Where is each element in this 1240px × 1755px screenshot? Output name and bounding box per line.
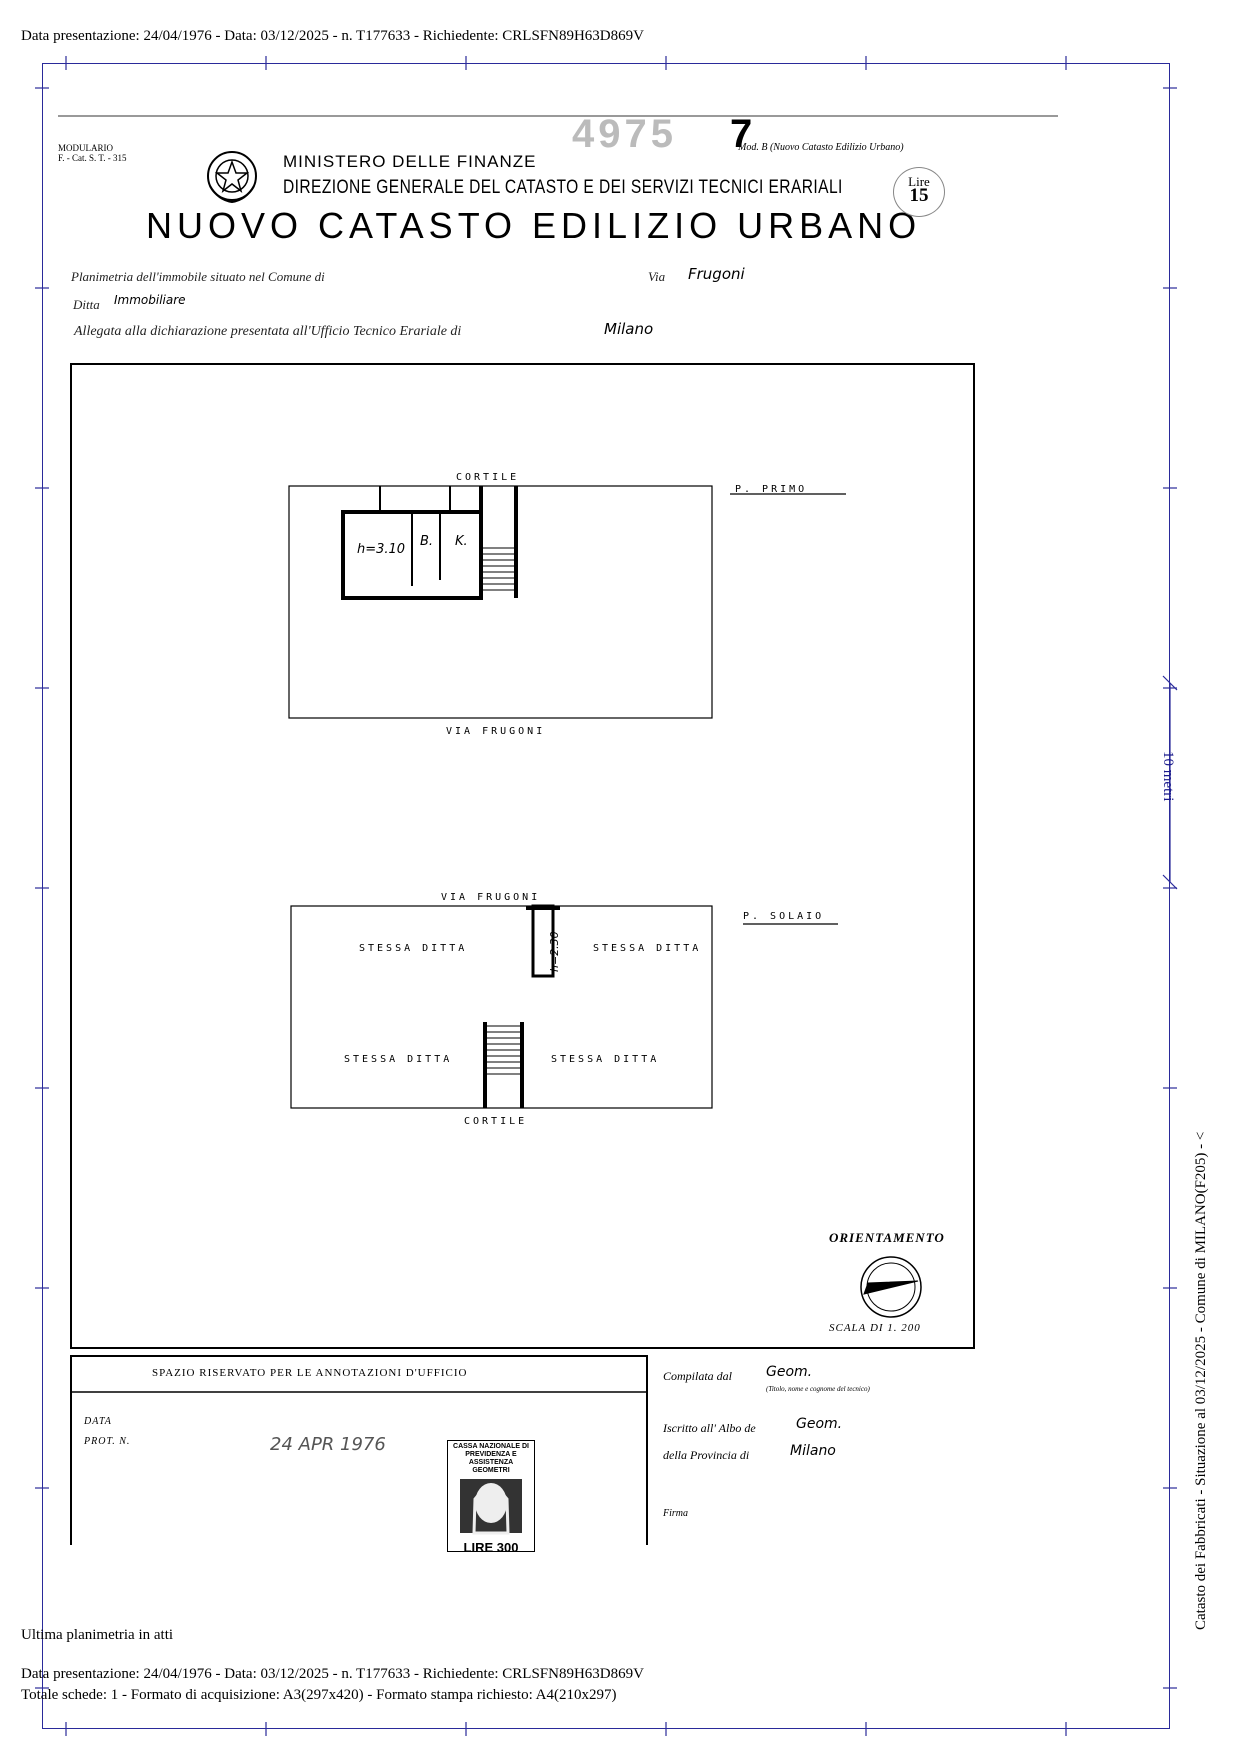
orientamento-label: ORIENTAMENTO (829, 1230, 945, 1245)
lire-value: 15 (909, 185, 929, 206)
via-frugoni-label-1: VIA FRUGONI (446, 726, 546, 737)
annotations-title: SPAZIO RISERVATO PER LE ANNOTAZIONI D'UFFICIO (152, 1367, 468, 1379)
direzione-title: DIREZIONE GENERALE DEL CATASTO E DEI SERVIZI TECNICI ERARIALI (283, 177, 843, 198)
revenue-stamp (447, 1440, 535, 1555)
compilata-note: (Titolo, nome e cognome del tecnico) (766, 1385, 870, 1393)
nuovo-catasto-title: NUOVO CATASTO EDILIZIO URBANO (146, 205, 922, 246)
document-number-last: 7 (730, 112, 753, 156)
stamp-value: LIRE 300 (463, 1540, 519, 1555)
header-info: Data presentazione: 24/04/1976 - Data: 03/12/2025 - n. T177633 - Richiedente: CRLSFN89H63D869V (21, 28, 644, 44)
room-bagno-label: B. (420, 534, 434, 549)
stessa-ditta-3: STESSA DITTA (344, 1054, 453, 1065)
side-vertical-text: Catasto dei Fabbricati - Situazione al 03/12/2025 - Comune di MILANO(F205) - < (1193, 1131, 1209, 1630)
p-primo-label: P. PRIMO (735, 484, 808, 495)
compilata-value: Geom. (766, 1364, 813, 1380)
height-primo: h=3.10 (357, 542, 406, 557)
document-number: 4975 (572, 112, 677, 156)
modulario-code: F. - Cat. S. T. - 315 (58, 153, 127, 163)
cortile-top-label: CORTILE (456, 472, 520, 483)
footer-line-2: Totale schede: 1 - Formato di acquisizione: A3(297x420) - Formato stampa richiesto: A4(210x297) (21, 1687, 617, 1703)
planimetria-label: Planimetria dell'immobile situato nel Comune di (71, 269, 325, 284)
via-value: Frugoni (688, 265, 745, 283)
compilata-label: Compilata dal (663, 1369, 733, 1383)
stessa-ditta-1: STESSA DITTA (359, 943, 468, 954)
provincia-value: Milano (790, 1443, 836, 1459)
prot-label: PROT. N. (84, 1436, 131, 1447)
ditta-label: Ditta (73, 297, 100, 312)
via-label: Via (648, 269, 666, 284)
lire-label: Lire (908, 174, 930, 189)
stamp-top-text: CASSA NAZIONALE DI PREVIDENZA E ASSISTENZA GEOMETRI (453, 1443, 529, 1474)
provincia-label: della Provincia di (663, 1448, 750, 1462)
scale-bar-label: 10 metri (1160, 751, 1176, 802)
via-frugoni-label-2: VIA FRUGONI (441, 892, 541, 903)
height-solaio: h=2.30 (548, 931, 561, 972)
stamp-date: 24 APR 1976 (270, 1434, 386, 1455)
footer-line-1: Data presentazione: 24/04/1976 - Data: 03/12/2025 - n. T177633 - Richiedente: CRLSFN89H63D869V (21, 1666, 644, 1682)
stamp-portrait-icon (448, 1477, 534, 1535)
data-label: DATA (84, 1416, 112, 1427)
ditta-value: Immobiliare (114, 293, 186, 307)
primo-outline (289, 486, 712, 718)
annotations-divider (70, 1390, 650, 1394)
modulario-text: MODULARIO (58, 143, 113, 153)
solaio-outline (291, 906, 712, 1108)
iscritto-value: Geom. (796, 1416, 843, 1432)
p-solaio-label: P. SOLAIO (743, 911, 825, 922)
cortile-bottom-label: CORTILE (464, 1116, 528, 1127)
iscritto-label: Iscritto all' Albo de (663, 1421, 756, 1435)
ministero-title: MINISTERO DELLE FINANZE (283, 152, 537, 171)
scala-label: SCALA DI 1. 200 (829, 1322, 921, 1334)
firma-label: Firma (663, 1508, 688, 1519)
stessa-ditta-2: STESSA DITTA (593, 943, 702, 954)
stessa-ditta-4: STESSA DITTA (551, 1054, 660, 1065)
mod-b-label: Mod. B (Nuovo Catasto Edilizio Urbano) (738, 142, 904, 153)
room-cucina-label: K. (455, 534, 468, 549)
allegata-label: Allegata alla dichiarazione presentata all'Ufficio Tecnico Erariale di (74, 324, 462, 339)
ultima-planimetria: Ultima planimetria in atti (21, 1627, 174, 1643)
allegata-value: Milano (604, 320, 654, 338)
